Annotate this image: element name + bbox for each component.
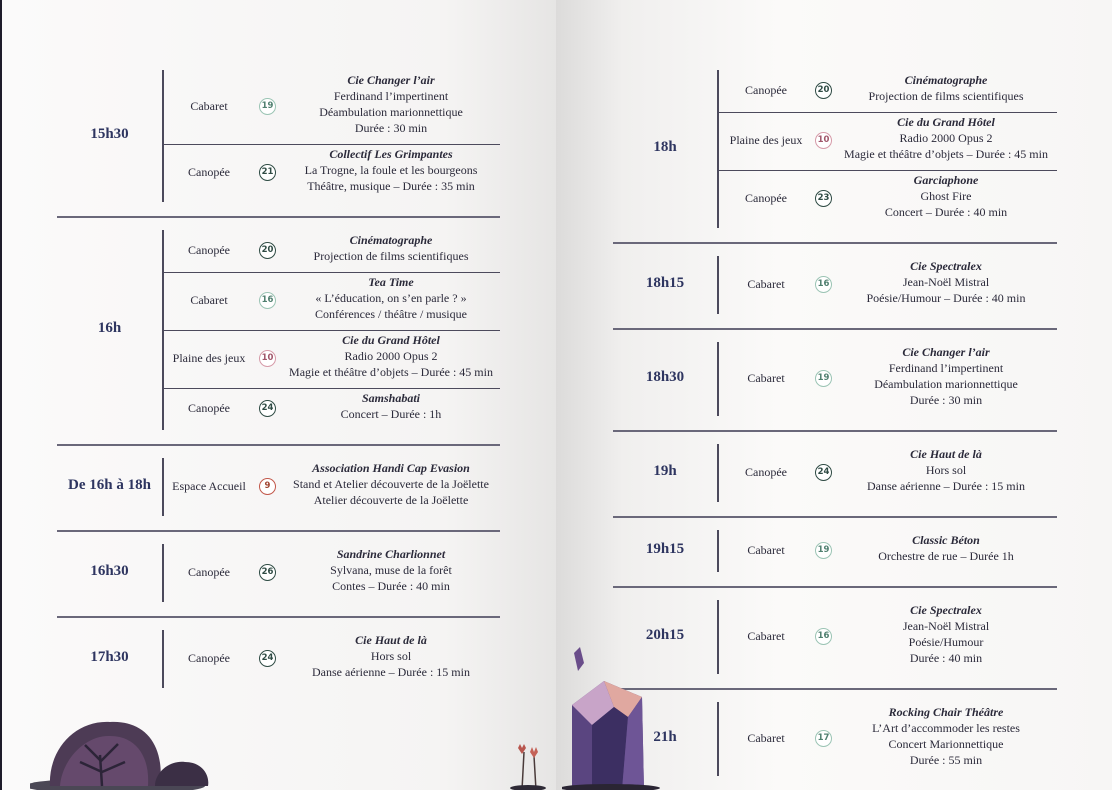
venue-label: Plaine des jeux [172,351,246,365]
show-description [835,172,1057,220]
slot-separator [613,328,1057,330]
venue-label: Cabaret [747,543,785,557]
location-number-badge: 17 [815,730,832,747]
venue-label: Canopée [745,83,787,97]
show-description [835,704,1057,768]
show-detail-line: Hors sol [925,463,967,477]
location-number-badge: 24 [259,400,276,417]
row-divider [162,144,500,145]
show-detail-line: Atelier découverte de la Joëlette [313,493,469,507]
slot-separator [57,530,500,532]
company-name: Sandrine Charlionnet [336,547,446,561]
company-name: Cinématographe [904,73,988,87]
show-detail-line: Ghost Fire [920,189,972,203]
location-number-badge: 23 [815,190,832,207]
slot-separator [57,444,500,446]
company-name: Cinématographe [349,233,433,247]
show-description [279,546,503,594]
venue-label: Canopée [188,651,230,665]
show-description [279,332,503,380]
venue-label: Plaine des jeux [729,133,803,147]
venue-label: Cabaret [190,293,228,307]
show-detail-line: L’Art d’accommoder les restes [872,721,1020,735]
row-divider [162,330,500,331]
show-description [279,274,503,322]
time-slot: 21h [653,729,677,745]
location-number-badge: 24 [815,464,832,481]
company-name: Collectif Les Grimpantes [329,147,453,161]
slot-separator [613,688,1057,690]
location-number-badge: 20 [259,242,276,259]
show-detail-line: Sylvana, muse de la forêt [330,563,452,577]
show-detail-line: Déambulation marionnettique [319,105,463,119]
venue-label: Canopée [745,191,787,205]
location-number-badge: 9 [259,478,276,495]
show-description [835,344,1057,408]
show-detail-line: Durée : 30 min [909,393,983,407]
time-slot: 19h [653,463,677,479]
crystal-illustration [562,645,662,790]
company-name: Cie Spectralex [910,603,982,617]
show-description [279,72,503,136]
show-detail-line: La Trogne, la foule et les bourgeons [304,163,478,177]
venue-label: Canopée [188,165,230,179]
time-slot: 16h30 [90,563,129,579]
show-detail-line: Radio 2000 Opus 2 [899,131,993,145]
slot-separator [57,216,500,218]
show-description [835,532,1057,564]
show-detail-line: Concert – Durée : 40 min [884,205,1008,219]
time-slot: De 16h à 18h [68,477,151,493]
row-divider [162,272,500,273]
time-divider [162,544,164,602]
show-detail-line: Hors sol [370,649,412,663]
company-name: Classic Béton [912,533,980,547]
company-name: Garciaphone [913,173,979,187]
time-slot: 18h [653,139,677,155]
company-name: Cie du Grand Hôtel [342,333,440,347]
page-edge [0,0,2,790]
company-name: Association Handi Cap Evasion [312,461,470,475]
flower-illustration [508,732,548,790]
time-slot: 19h15 [645,541,685,557]
show-description [279,390,503,422]
show-detail-line: Contes – Durée : 40 min [332,579,450,593]
time-slot: 20h15 [645,627,685,643]
show-description [279,460,503,508]
show-description [835,602,1057,666]
show-detail-line: Poésie/Humour [908,635,984,649]
show-detail-line: « L’éducation, on s’en parle ? » [315,291,467,305]
show-detail-line: Déambulation marionnettique [874,377,1018,391]
venue-label: Canopée [745,465,787,479]
time-divider [162,630,164,688]
show-detail-line: Danse aérienne – Durée : 15 min [867,479,1025,493]
venue-label: Cabaret [190,99,228,113]
location-number-badge: 10 [815,132,832,149]
company-name: Cie Changer l’air [902,345,990,359]
show-detail-line: Magie et théâtre d’objets – Durée : 45 min [289,365,493,379]
time-slot: 17h30 [90,649,129,665]
location-number-badge: 19 [815,370,832,387]
company-name: Cie Spectralex [910,259,982,273]
location-number-badge: 20 [815,82,832,99]
show-detail-line: Durée : 55 min [909,753,983,767]
shrub-illustration [30,700,230,790]
company-name: Cie Changer l’air [347,73,435,87]
slot-separator [613,242,1057,244]
venue-label: Cabaret [747,277,785,291]
show-detail-line: Poésie/Humour – Durée : 40 min [866,291,1026,305]
venue-label: Canopée [188,565,230,579]
company-name: Cie Haut de là [910,447,982,461]
show-description [835,446,1057,494]
show-detail-line: Stand et Atelier découverte de la Joëlette [293,477,489,491]
venue-label: Espace Accueil [172,479,246,493]
show-description [279,146,503,194]
show-detail-line: Durée : 40 min [909,651,983,665]
slot-separator [613,516,1057,518]
company-name: Samshabati [361,391,421,405]
show-detail-line: Concert – Durée : 1h [340,407,442,421]
location-number-badge: 26 [259,564,276,581]
slot-separator [57,616,500,618]
location-number-badge: 16 [815,276,832,293]
slot-separator [613,586,1057,588]
show-detail-line: Concert Marionnettique [888,737,1004,751]
venue-label: Canopée [188,243,230,257]
company-name: Rocking Chair Théâtre [888,705,1004,719]
time-divider [162,458,164,516]
location-number-badge: 24 [259,650,276,667]
show-detail-line: Conférences / théâtre / musique [315,307,467,321]
row-divider [717,170,1057,171]
show-detail-line: Durée : 30 min [354,121,428,135]
show-detail-line: Projection de films scientifiques [313,249,469,263]
venue-label: Cabaret [747,731,785,745]
venue-label: Canopée [188,401,230,415]
row-divider [162,388,500,389]
show-detail-line: Théâtre, musique – Durée : 35 min [307,179,475,193]
show-description [279,632,503,680]
venue-label: Cabaret [747,629,785,643]
location-number-badge: 19 [259,98,276,115]
show-detail-line: Radio 2000 Opus 2 [344,349,438,363]
time-slot: 18h30 [645,369,685,385]
show-detail-line: Danse aérienne – Durée : 15 min [312,665,470,679]
show-detail-line: Projection de films scientifiques [868,89,1024,103]
venue-label: Cabaret [747,371,785,385]
show-detail-line: Jean-Noël Mistral [902,275,990,289]
company-name: Cie du Grand Hôtel [897,115,995,129]
location-number-badge: 10 [259,350,276,367]
show-description [835,114,1057,162]
show-description [835,72,1057,104]
company-name: Cie Haut de là [355,633,427,647]
show-detail-line: Magie et théâtre d’objets – Durée : 45 min [844,147,1048,161]
show-detail-line: Ferdinand l’impertinent [888,361,1004,375]
location-number-badge: 21 [259,164,276,181]
show-detail-line: Jean-Noël Mistral [902,619,990,633]
company-name: Tea Time [368,275,414,289]
row-divider [717,112,1057,113]
location-number-badge: 16 [259,292,276,309]
time-slot: 18h15 [645,275,685,291]
location-number-badge: 19 [815,542,832,559]
show-detail-line: Orchestre de rue – Durée 1h [878,549,1014,563]
time-slot: 16h [97,320,122,336]
slot-separator [613,430,1057,432]
time-slot: 15h30 [90,126,129,142]
show-description [279,232,503,264]
time-divider [162,70,164,202]
show-detail-line: Ferdinand l’impertinent [333,89,449,103]
show-description [835,258,1057,306]
location-number-badge: 16 [815,628,832,645]
